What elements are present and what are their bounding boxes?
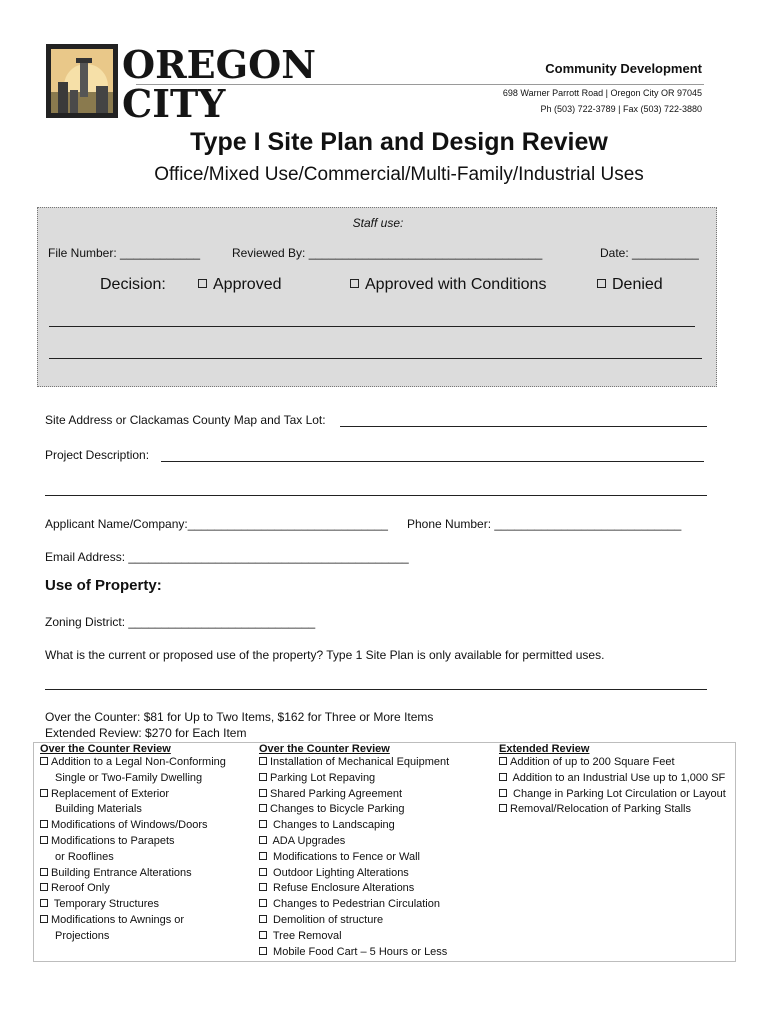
review-option-item[interactable] <box>40 787 226 803</box>
checkbox-icon[interactable] <box>259 852 267 860</box>
review-option-label: ADA Upgrades <box>270 834 346 847</box>
svg-text:CITY: CITY <box>122 81 226 120</box>
decision-denied[interactable] <box>597 276 663 294</box>
applicant-field[interactable]: Applicant Name/Company:______________________________ <box>45 517 388 531</box>
column-over-counter-1 <box>40 743 226 945</box>
review-option-item <box>40 929 226 945</box>
review-option-item[interactable] <box>40 866 226 882</box>
reviewed-by-field[interactable]: Reviewed By: ___________________________________ <box>232 246 543 260</box>
review-option-label: Demolition of structure <box>270 913 384 926</box>
checkbox-icon[interactable] <box>40 820 48 828</box>
checkbox-icon[interactable] <box>40 899 48 907</box>
page-subtitle: Office/Mixed Use/Commercial/Multi-Family/Industrial Uses <box>154 164 644 185</box>
fee-line-counter: Over the Counter: $81 for Up to Two Items, $162 for Three or More Items <box>45 710 434 724</box>
decision-notes-line[interactable] <box>49 358 702 359</box>
site-address-input[interactable] <box>340 426 707 427</box>
review-option-item[interactable] <box>259 771 449 787</box>
review-option-label: Building Materials <box>55 803 142 816</box>
page-title: Type I Site Plan and Design Review <box>190 128 608 156</box>
checkbox-icon[interactable] <box>259 789 267 797</box>
checkbox-icon[interactable] <box>597 279 606 288</box>
checkbox-icon[interactable] <box>259 836 267 844</box>
review-option-item[interactable] <box>259 787 449 803</box>
checkbox-icon[interactable] <box>259 820 267 828</box>
checkbox-icon[interactable] <box>40 836 48 844</box>
checkbox-icon[interactable] <box>259 899 267 907</box>
review-option-item[interactable] <box>259 945 449 961</box>
review-option-item[interactable] <box>40 818 226 834</box>
review-option-label: Mobile Food Cart – 5 Hours or Less <box>270 945 448 958</box>
logo-emblem <box>46 42 338 120</box>
review-option-label: Installation of Mechanical Equipment <box>270 756 450 768</box>
review-option-label: Modifications to Awnings or <box>51 913 185 926</box>
department-name: Community Development <box>545 61 702 76</box>
review-option-item[interactable] <box>499 787 735 803</box>
checkbox-icon[interactable] <box>40 868 48 876</box>
review-option-item[interactable] <box>40 881 226 897</box>
svg-text:OREGON: OREGON <box>122 42 316 87</box>
review-option-item[interactable] <box>259 881 449 897</box>
review-option-label: Changes to Bicycle Parking <box>270 803 405 816</box>
review-option-item[interactable] <box>259 929 449 945</box>
staff-use-label: Staff use: <box>352 216 404 230</box>
review-option-label: Replacement of Exterior <box>51 787 169 800</box>
review-option-label: Building Entrance Alterations <box>51 866 192 879</box>
review-option-item[interactable] <box>259 755 449 771</box>
review-option-item[interactable] <box>259 866 449 882</box>
property-use-question: What is the current or proposed use of the property? Type 1 Site Plan is only available for permitted uses. <box>45 648 605 662</box>
checkbox-icon[interactable] <box>499 789 507 797</box>
review-option-item[interactable] <box>259 834 449 850</box>
email-field[interactable]: Email Address: __________________________________________ <box>45 550 409 564</box>
review-option-label: Reroof Only <box>51 882 110 895</box>
column-over-counter-2 <box>259 743 449 960</box>
review-option-label: or Rooflines <box>55 850 114 863</box>
review-option-label: Tree Removal <box>270 929 342 942</box>
review-option-item[interactable] <box>40 897 226 913</box>
review-option-item[interactable] <box>499 771 735 787</box>
review-option-label: Outdoor Lighting Alterations <box>270 866 409 879</box>
column-items <box>40 755 226 945</box>
review-option-label: Shared Parking Agreement <box>270 787 403 800</box>
review-option-label: Changes to Landscaping <box>270 819 395 832</box>
review-option-item[interactable] <box>499 755 735 771</box>
phone-number-field[interactable]: Phone Number: ____________________________ <box>407 517 682 531</box>
review-option-label: Addition to a Legal Non-Conforming <box>51 756 226 768</box>
review-option-item[interactable] <box>40 834 226 850</box>
checkbox-icon[interactable] <box>499 773 507 781</box>
checkbox-icon[interactable] <box>259 757 267 765</box>
review-option-label: Projections <box>55 929 110 942</box>
review-option-label: Refuse Enclosure Alterations <box>270 882 415 895</box>
review-option-item[interactable] <box>40 913 226 929</box>
decision-approved-label: Approved <box>213 276 282 293</box>
checkbox-icon[interactable] <box>259 947 267 955</box>
fee-line-extended: Extended Review: $270 for Each Item <box>45 726 247 740</box>
review-option-item[interactable] <box>259 897 449 913</box>
column-items <box>499 755 735 818</box>
file-number-field[interactable]: File Number: ____________ <box>48 246 201 260</box>
checkbox-icon[interactable] <box>499 804 507 812</box>
zoning-district-field[interactable]: Zoning District: ____________________________ <box>45 615 316 629</box>
column-heading: Over the Counter Review <box>259 743 390 755</box>
checkbox-icon[interactable] <box>350 279 359 288</box>
checkbox-icon[interactable] <box>40 789 48 797</box>
checkbox-icon[interactable] <box>259 883 267 891</box>
review-option-label: Modifications of Windows/Doors <box>51 819 208 832</box>
review-option-item <box>40 771 226 787</box>
review-option-item <box>40 850 226 866</box>
decision-label: Decision: <box>100 276 166 293</box>
column-extended-review <box>499 743 735 818</box>
decision-denied-label: Denied <box>612 276 663 293</box>
decision-notes-line[interactable] <box>49 326 695 327</box>
review-option-label: Change in Parking Lot Circulation or Layout <box>510 787 726 800</box>
date-field[interactable]: Date: __________ <box>600 246 699 260</box>
project-description-input-2[interactable] <box>45 495 707 496</box>
department-address: 698 Warner Parrott Road | Oregon City OR 97045 <box>502 88 702 98</box>
checkbox-icon[interactable] <box>40 883 48 891</box>
review-option-item[interactable] <box>259 913 449 929</box>
review-option-label: Parking Lot Repaving <box>270 771 376 784</box>
review-option-label: Single or Two-Family Dwelling <box>55 771 203 784</box>
review-option-label: Addition to an Industrial Use up to 1,000 SF <box>510 771 726 784</box>
header-divider <box>136 84 704 85</box>
checkbox-icon[interactable] <box>198 279 207 288</box>
column-heading: Over the Counter Review <box>40 743 171 755</box>
review-option-item <box>40 802 226 818</box>
checkbox-icon[interactable] <box>40 757 48 765</box>
review-option-item[interactable] <box>259 818 449 834</box>
review-option-label: Modifications to Fence or Wall <box>270 850 420 863</box>
checkbox-icon[interactable] <box>259 804 267 812</box>
review-option-label: Changes to Pedestrian Circulation <box>270 898 440 911</box>
decision-conditions-label: Approved with Conditions <box>365 276 547 293</box>
review-option-label: Removal/Relocation of Parking Stalls <box>510 803 691 816</box>
site-address-label: Site Address or Clackamas County Map and Tax Lot: <box>45 413 326 427</box>
department-phone: Ph (503) 722-3789 | Fax (503) 722-3880 <box>540 104 702 114</box>
review-option-label: Modifications to Parapets <box>51 834 175 847</box>
checkbox-icon[interactable] <box>40 915 48 923</box>
use-of-property-heading: Use of Property: <box>45 577 162 594</box>
review-option-item[interactable] <box>40 755 226 771</box>
decision-approved[interactable] <box>198 276 282 294</box>
decision-approved-with-conditions[interactable] <box>350 276 546 294</box>
checkbox-icon[interactable] <box>259 915 267 923</box>
project-description-label: Project Description: <box>45 448 150 462</box>
review-option-item[interactable] <box>499 802 735 818</box>
checkbox-icon[interactable] <box>259 773 267 781</box>
review-option-item[interactable] <box>259 850 449 866</box>
staff-use-box <box>37 207 717 387</box>
column-heading: Extended Review <box>499 743 590 755</box>
oregon-city-logo <box>46 42 338 120</box>
project-description-input[interactable] <box>161 461 704 462</box>
checkbox-icon[interactable] <box>499 757 507 765</box>
property-use-input[interactable] <box>45 689 707 690</box>
checkbox-icon[interactable] <box>259 868 267 876</box>
review-option-item[interactable] <box>259 802 449 818</box>
checkbox-icon[interactable] <box>259 931 267 939</box>
review-option-label: Addition of up to 200 Square Feet <box>510 756 675 768</box>
column-items <box>259 755 449 960</box>
review-option-label: Temporary Structures <box>51 898 160 911</box>
